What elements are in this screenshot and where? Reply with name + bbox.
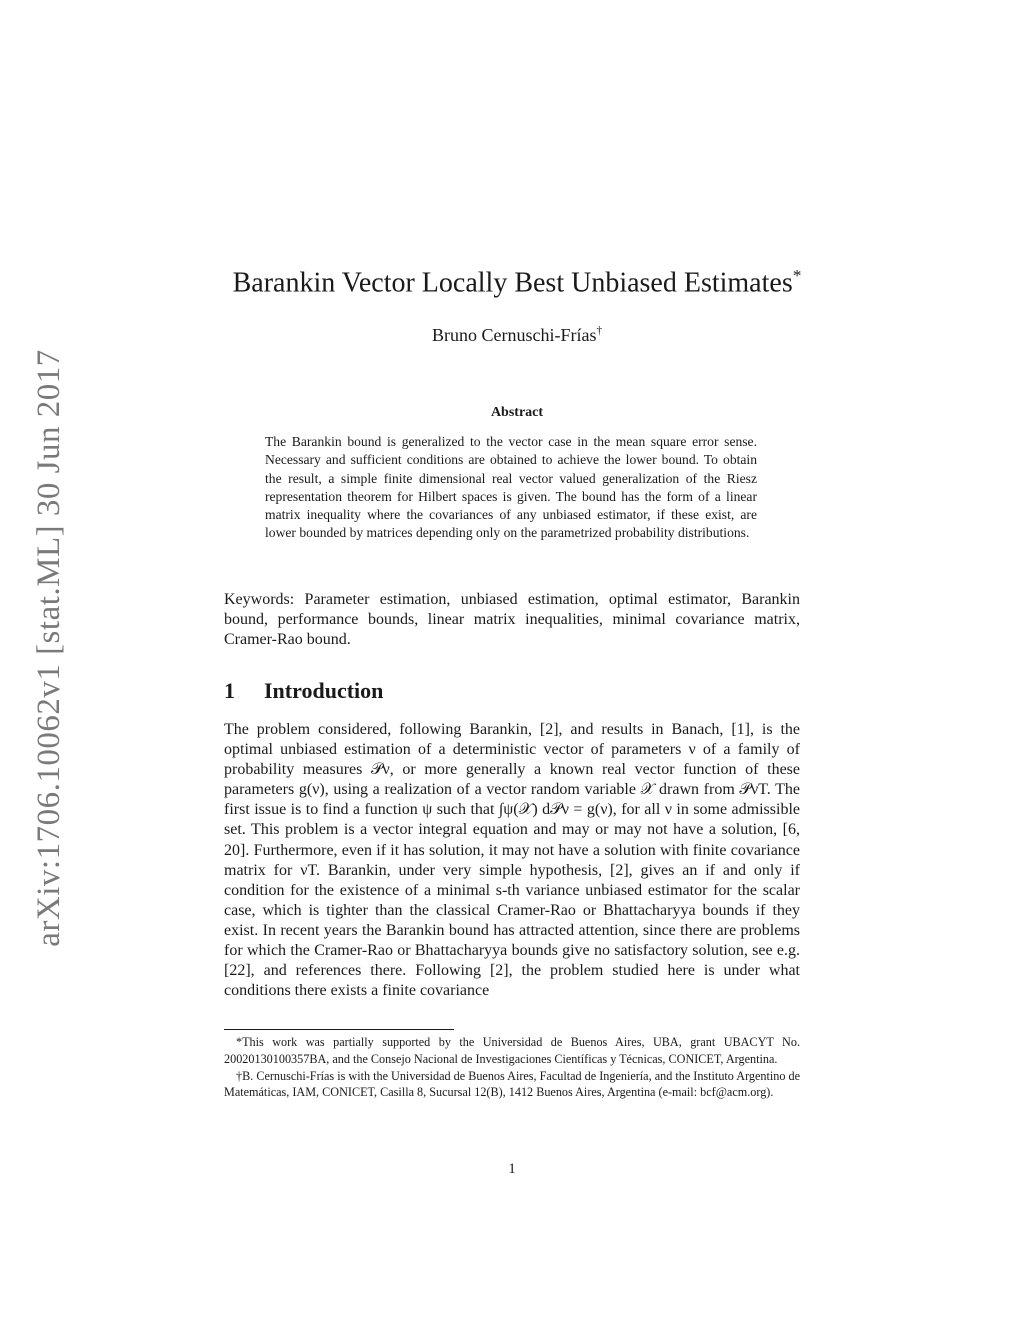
section-title: Introduction [264, 678, 384, 703]
footnote-funding: *This work was partially supported by the Universidad de Buenos Aires, UBA, grant UBACYT No. 20020130100357BA, and the Consejo Nacional de Investigaciones Científicas y Técnicas, CONICET, Argentina. [224, 1035, 800, 1066]
paper-title-text: Barankin Vector Locally Best Unbiased Estimates [232, 267, 793, 299]
author-footnote-mark: † [596, 325, 603, 337]
author-line [222, 325, 812, 346]
introduction-paragraph: The problem considered, following Barankin, [2], and results in Banach, [1], is the optimal unbiased estimation of a deterministic vector of parameters ν of a family of probability measures 𝒫ν, or more generally a known real vector function of these parameters g(ν), using a realization of a vector random variable 𝒳 drawn from 𝒫νT. The first issue is to find a function ψ such that ∫ψ(𝒳) d𝒫ν = g(ν), for all ν in some admissible set. This problem is a vector integral equation and may or may not have a solution, [6, 20]. Furthermore, even if it has solution, it may not have a solution with finite covariance matrix for νT. Barankin, under very simple hypothesis, [2], gives an if and only if condition for the existence of a minimal s-th variance unbiased estimator for the scalar case, which is tighter than the classical Cramer-Rao or Bhattacharyya bounds if they exist. In recent years the Barankin bound has attracted attention, since there are problems for which the Cramer-Rao or Bhattacharyya bounds give no satisfactory solution, see e.g. [22], and references there. Following [2], the problem studied here is under what conditions there exists a finite covariance [224, 721, 800, 1000]
section-number: 1 [224, 678, 235, 703]
footnote-rule [224, 1029, 454, 1030]
arxiv-identifier-stamp: arXiv:1706.10062v1 [stat.ML] 30 Jun 2017 [31, 349, 67, 947]
keywords-paragraph: Keywords: Parameter estimation, unbiased estimation, optimal estimator, Barankin bound, performance bounds, linear matrix inequalities, minimal covariance matrix, Cramer-Rao bound. [224, 591, 800, 649]
author-name: Bruno Cernuschi-Frías [431, 325, 597, 345]
abstract-text: The Barankin bound is generalized to the vector case in the mean square error sense. Necessary and sufficient conditions are obtained to achieve the lower bound. To obtain the result, a simple finite dimensional real vector valued generalization of the Riesz representation theorem for Hilbert spaces is given. The bound has the form of a linear matrix inequality where the covariances of any unbiased estimator, if these exist, are lower bounded by matrices depending only on the parametrized probability distributions. [265, 434, 757, 541]
title-footnote-mark: * [792, 266, 802, 285]
paper-title [222, 266, 812, 299]
footnote-affiliation: †B. Cernuschi-Frías is with the Universidad de Buenos Aires, Facultad de Ingeniería, and the Instituto Argentino de Matemáticas, IAM, CONICET, Casilla 8, Sucursal 12(B), 1412 Buenos Aires, Argentina (e-mail: bcf@acm.org). [224, 1068, 801, 1100]
footnotes [224, 1034, 800, 1101]
section-heading [224, 678, 383, 704]
abstract-heading: Abstract [490, 405, 544, 420]
page-number: 1 [508, 1161, 516, 1177]
